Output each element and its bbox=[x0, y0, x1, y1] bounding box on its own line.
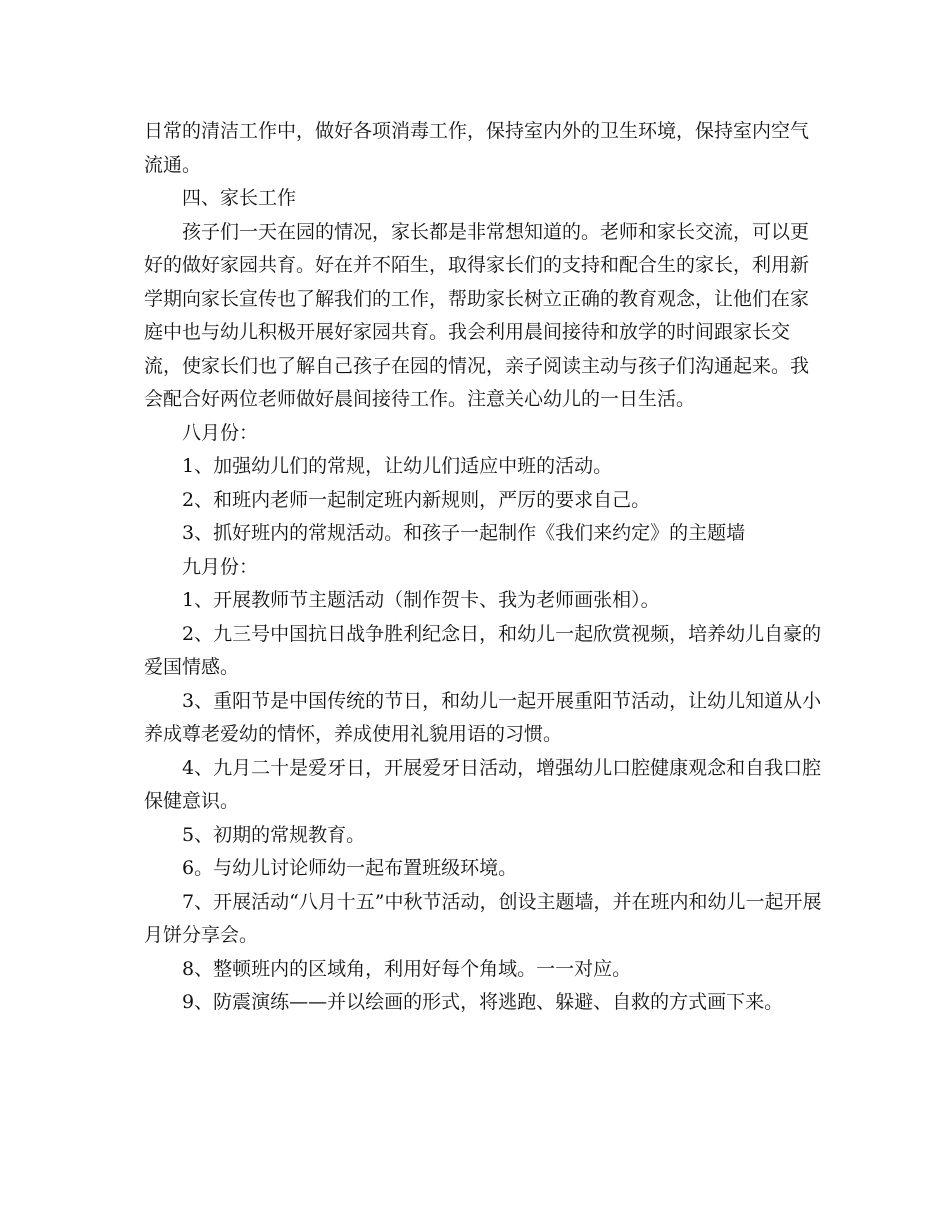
list-item: 1、加强幼儿们的常规，让幼儿们适应中班的活动。 bbox=[182, 455, 613, 477]
paragraph-parent-work: 孩子们一天在园的情况，家长都是非常想知道的。老师和家长交流，可以更好的做好家园共育。好在并不陌生，取得家长们的支持和配合生的家长，利用新学期向家长宣传也了解我们的工作，帮助家长树立正确的教育观念，让他们在家庭中也与幼儿积极开展好家园共育。我会利用晨间接待和放学的时间跟家长交流，使家长们也了解自己孩子在园的情况，亲子阅读主动与孩子们沟通起来。我会配合好两位老师做好晨间接待工作。注意关心幼儿的一日生活。 bbox=[144, 220, 810, 410]
list-item: 3、重阳节是中国传统的节日，和幼儿一起开展重阳节活动，让幼儿知道从小养成尊老爱幼的情怀，养成使用礼貌用语的习惯。 bbox=[144, 689, 822, 745]
list-item: 5、初期的常规教育。 bbox=[182, 823, 366, 846]
section-heading-parent-work: 四、家长工作 bbox=[182, 187, 297, 209]
list-item: 4、九月二十是爱牙日，开展爱牙日活动，增强幼儿口腔健康观念和自我口腔保健意识。 bbox=[144, 756, 822, 812]
month-heading-august: 八月份： bbox=[182, 421, 259, 444]
list-item: 3、抓好班内的常规活动。和孩子一起制作《我们来约定》的主题墙 bbox=[182, 522, 746, 544]
list-item: 8、整顿班内的区域角，利用好每个角域。一一对应。 bbox=[182, 957, 632, 980]
list-item: 2、九三号中国抗日战争胜利纪念日，和幼儿一起欣赏视频，培养幼儿自豪的爱国情感。 bbox=[144, 622, 822, 678]
list-item: 7、开展活动“八月十五”中秋节活动，创设主题墙，并在班内和幼儿一起开展月饼分享会。 bbox=[144, 890, 822, 946]
month-heading-september: 九月份： bbox=[182, 555, 259, 578]
list-item: 1、开展教师节主题活动（制作贺卡、我为老师画张相）。 bbox=[182, 589, 660, 611]
list-item: 2、和班内老师一起制定班内新规则，严厉的要求自己。 bbox=[182, 488, 651, 511]
document-body bbox=[144, 115, 824, 1020]
list-item: 9、防震演练——并以绘画的形式，将逃跑、躲避、自救的方式画下来。 bbox=[182, 991, 784, 1013]
list-item: 6。与幼儿讨论师幼一起布置班级环境。 bbox=[182, 857, 518, 879]
paragraph-continuation: 日常的清洁工作中，做好各项消毒工作，保持室内外的卫生环境，保持室内空气流通。 bbox=[144, 120, 810, 176]
